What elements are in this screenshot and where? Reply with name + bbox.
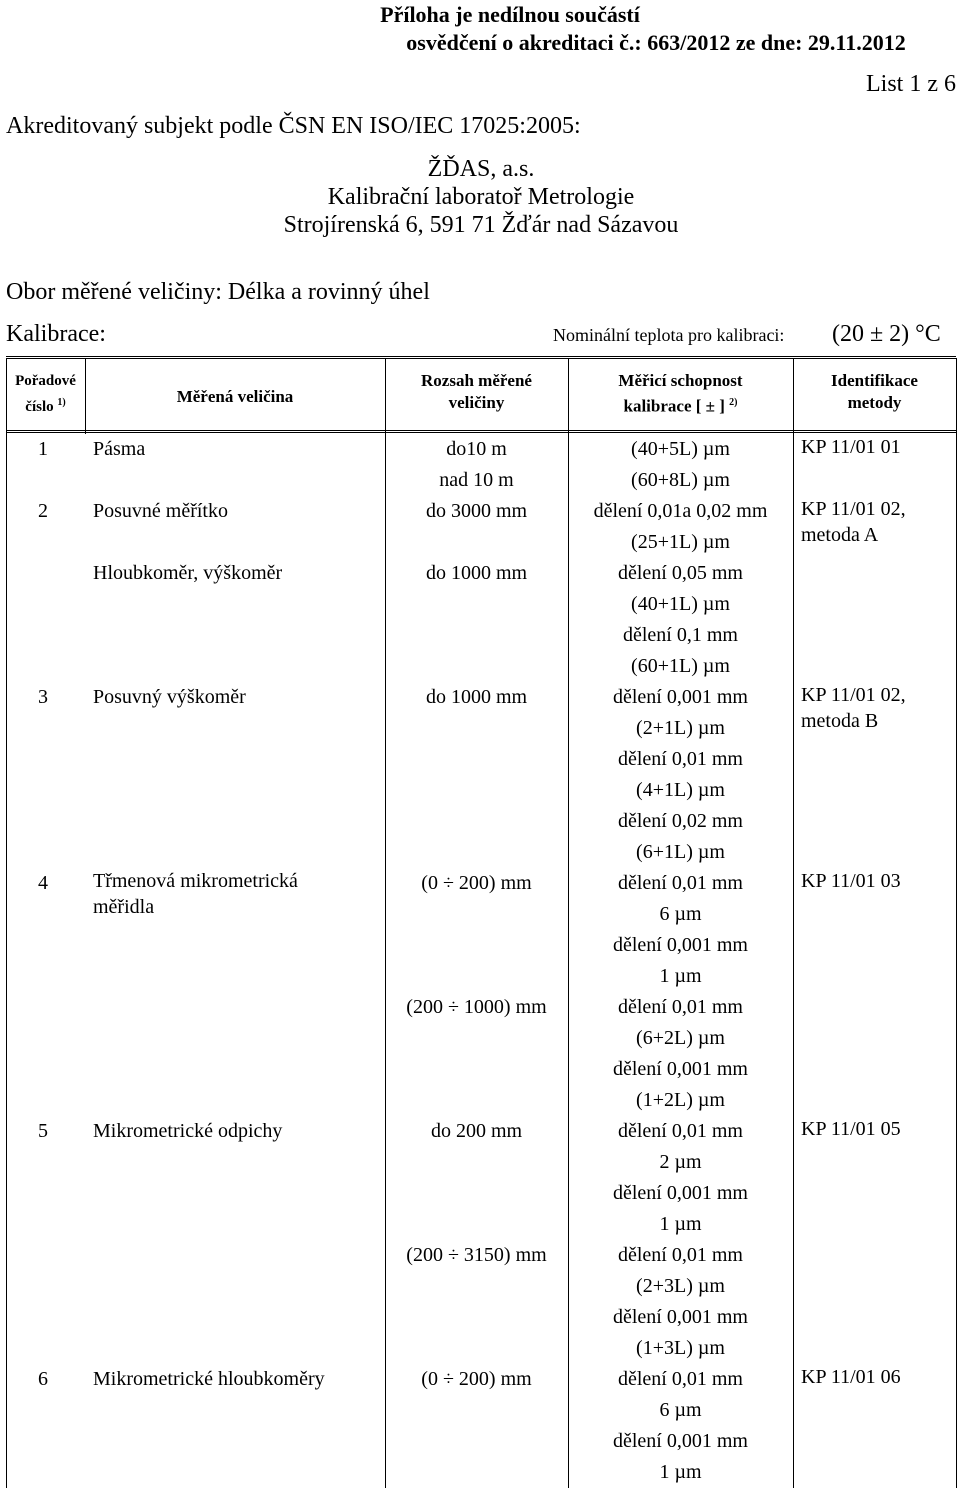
accredited-subject: Akreditovaný subjekt podle ČSN EN ISO/IEC 17025:2005:	[6, 113, 581, 139]
measurement-range-line: do 3000 mm	[425, 500, 528, 522]
calibration-capability-line: 1 µm	[659, 965, 702, 987]
calibration-capability-line: dělení 0,001 mm	[613, 934, 748, 956]
measurement-range-line	[385, 899, 568, 930]
calibration-capability-line: (4+1L) µm	[636, 779, 725, 801]
sheet-number: List 1 z 6	[866, 71, 956, 97]
measurement-range-line	[385, 961, 568, 992]
calibration-capability	[568, 1116, 793, 1364]
measurement-range-line: (200 ÷ 3150) mm	[406, 1244, 547, 1266]
calibration-capability-line: 1 µm	[659, 1213, 702, 1235]
measurement-range	[385, 1364, 568, 1395]
calibration-capability-line: 6 µm	[659, 1399, 702, 1421]
column-divider	[793, 358, 794, 1488]
calibration-capability-line: dělení 0,05 mm	[618, 562, 743, 584]
measurement-range-line	[385, 1209, 568, 1240]
measured-quantity	[93, 434, 383, 465]
header-range: Rozsah měřené veličiny	[421, 371, 532, 412]
calibration-capability-line: (2+1L) µm	[636, 717, 725, 739]
measurement-range	[385, 682, 568, 713]
calibration-capability-line: 6 µm	[659, 903, 702, 925]
header-order: Pořadové číslo $^{1)}$	[15, 373, 76, 415]
measurement-range	[385, 1116, 568, 1271]
method-id	[801, 868, 956, 894]
measured-quantity	[93, 1116, 383, 1147]
calibration-capability-line: dělení 0,001 mm	[613, 1306, 748, 1328]
calibration-capability-line: (2+3L) µm	[636, 1275, 725, 1297]
calibration-capability	[568, 868, 793, 1116]
calibration-capability-line: 1 µm	[659, 1461, 702, 1483]
method-id-line: metoda A	[801, 524, 879, 546]
calibration-capability-line: dělení 0,01 mm	[618, 748, 743, 770]
measured-quantity	[93, 682, 383, 713]
measurement-range-line	[385, 1178, 568, 1209]
measured-quantity-line: Pásma	[93, 438, 146, 460]
measurement-range-line: do 200 mm	[430, 1120, 523, 1142]
row-number: 1	[38, 438, 48, 460]
measurement-range-line: nad 10 m	[439, 469, 514, 491]
measurement-range	[385, 496, 568, 589]
measurement-range-line	[385, 930, 568, 961]
calibration-capability-line: dělení 0,01 mm	[618, 1244, 743, 1266]
measurement-range-line: (200 ÷ 1000) mm	[406, 996, 547, 1018]
calibration-capability-line: dělení 0,001 mm	[613, 1182, 748, 1204]
measured-quantity-line: Třmenová mikrometrická	[93, 870, 298, 892]
method-id-line: KP 11/01 06	[801, 1366, 901, 1388]
field-of-measurement: Obor měřené veličiny: Délka a rovinný úhel	[6, 279, 430, 305]
calibration-capability-line: (60+8L) µm	[631, 469, 730, 491]
calibration-capability-line: (1+2L) µm	[636, 1089, 725, 1111]
calibration-capability-line: (40+1L) µm	[631, 593, 730, 615]
table-header-border	[6, 430, 956, 433]
calibration-capability-line: (6+1L) µm	[636, 841, 725, 863]
calibration-capability-line: 2 µm	[659, 1151, 702, 1173]
calibration-capability-line: (60+1L) µm	[631, 655, 730, 677]
measurement-range-line: do10 m	[446, 438, 507, 460]
calibration-capability-line: dělení 0,01a 0,02 mm	[593, 500, 768, 522]
method-id-line: metoda B	[801, 710, 879, 732]
method-id	[801, 1364, 956, 1390]
measurement-range	[385, 868, 568, 1023]
calibration-capability-line: dělení 0,001 mm	[613, 1058, 748, 1080]
calibration-capability-line: dělení 0,001 mm	[613, 1430, 748, 1452]
laboratory-address: Strojírenská 6, 591 71 Žďár nad Sázavou	[283, 212, 679, 238]
measured-quantity-line: měřidla	[93, 896, 155, 918]
calibration-capability-line: dělení 0,01 mm	[618, 1120, 743, 1142]
measurement-range-line: (0 ÷ 200) mm	[421, 872, 532, 894]
measured-quantity-line: Posuvné měřítko	[93, 500, 228, 522]
calibration-capability	[568, 682, 793, 868]
method-id	[801, 682, 956, 734]
measured-quantity-line: Mikrometrické hloubkoměry	[93, 1368, 325, 1390]
calibration-capability-line: dělení 0,1 mm	[623, 624, 738, 646]
calibration-capability	[568, 1364, 793, 1488]
table-top-border	[6, 356, 956, 359]
row-number: 4	[38, 872, 48, 894]
method-id-line: KP 11/01 02,	[801, 684, 906, 706]
laboratory-name: Kalibrační laboratoř Metrologie	[327, 184, 635, 210]
measurement-range	[385, 434, 568, 496]
annex-line-2: osvědčení o akreditaci č.: 663/2012 ze dne: 29.11.2012	[406, 30, 906, 55]
header-capability: Měřicí schopnost kalibrace [ ± ] $^{2)}$	[618, 371, 743, 416]
header-quantity: Měřená veličina	[176, 387, 294, 406]
method-id-line: KP 11/01 05	[801, 1118, 901, 1140]
measurement-range-line: do 1000 mm	[425, 562, 528, 584]
method-id-line: KP 11/01 01	[801, 436, 901, 458]
calibration-capability	[568, 434, 793, 496]
header-method: Identifikace metody	[831, 371, 918, 412]
row-number: 5	[38, 1120, 48, 1142]
temperature-value: (20 ± 2) °C	[832, 321, 941, 347]
method-id	[801, 496, 956, 548]
measurement-range-line	[385, 527, 568, 558]
method-id-line: KP 11/01 03	[801, 870, 901, 892]
calibration-capability-line: (1+3L) µm	[636, 1337, 725, 1359]
method-id	[801, 1116, 956, 1142]
measurement-range-line: (0 ÷ 200) mm	[421, 1368, 532, 1390]
calibration-capability	[568, 496, 793, 682]
organization-name: ŽĎAS, a.s.	[427, 156, 535, 182]
calibration-capability-line: (25+1L) µm	[631, 531, 730, 553]
annex-line-1: Příloha je nedílnou součástí	[380, 2, 640, 27]
calibration-capability-line: dělení 0,02 mm	[618, 810, 743, 832]
row-number: 2	[38, 500, 48, 522]
measured-quantity	[93, 496, 383, 589]
measured-quantity	[93, 868, 383, 920]
calibration-capability-line: (40+5L) µm	[631, 438, 730, 460]
measured-quantity	[93, 1364, 383, 1395]
row-number: 3	[38, 686, 48, 708]
calibration-capability-line: dělení 0,01 mm	[618, 872, 743, 894]
measured-quantity-line: Posuvný výškoměr	[93, 686, 246, 708]
calibration-capability-line: dělení 0,01 mm	[618, 996, 743, 1018]
method-id-line: KP 11/01 02,	[801, 498, 906, 520]
calibration-capability-line: (6+2L) µm	[636, 1027, 725, 1049]
table-left-border	[6, 358, 7, 1488]
calibration-capability-line: dělení 0,01 mm	[618, 1368, 743, 1390]
measurement-range-line: do 1000 mm	[425, 686, 528, 708]
measured-quantity-line: Hloubkoměr, výškoměr	[93, 562, 283, 584]
measured-quantity-line: Mikrometrické odpichy	[93, 1120, 283, 1142]
measured-quantity-line	[93, 527, 383, 558]
calibration-capability-line: dělení 0,001 mm	[613, 686, 748, 708]
row-number: 6	[38, 1368, 48, 1390]
temperature-label: Nominální teplota pro kalibraci:	[553, 325, 785, 345]
method-id	[801, 434, 956, 460]
measurement-range-line	[385, 1147, 568, 1178]
table-right-border	[956, 358, 957, 1488]
calibration-label: Kalibrace:	[6, 321, 106, 347]
